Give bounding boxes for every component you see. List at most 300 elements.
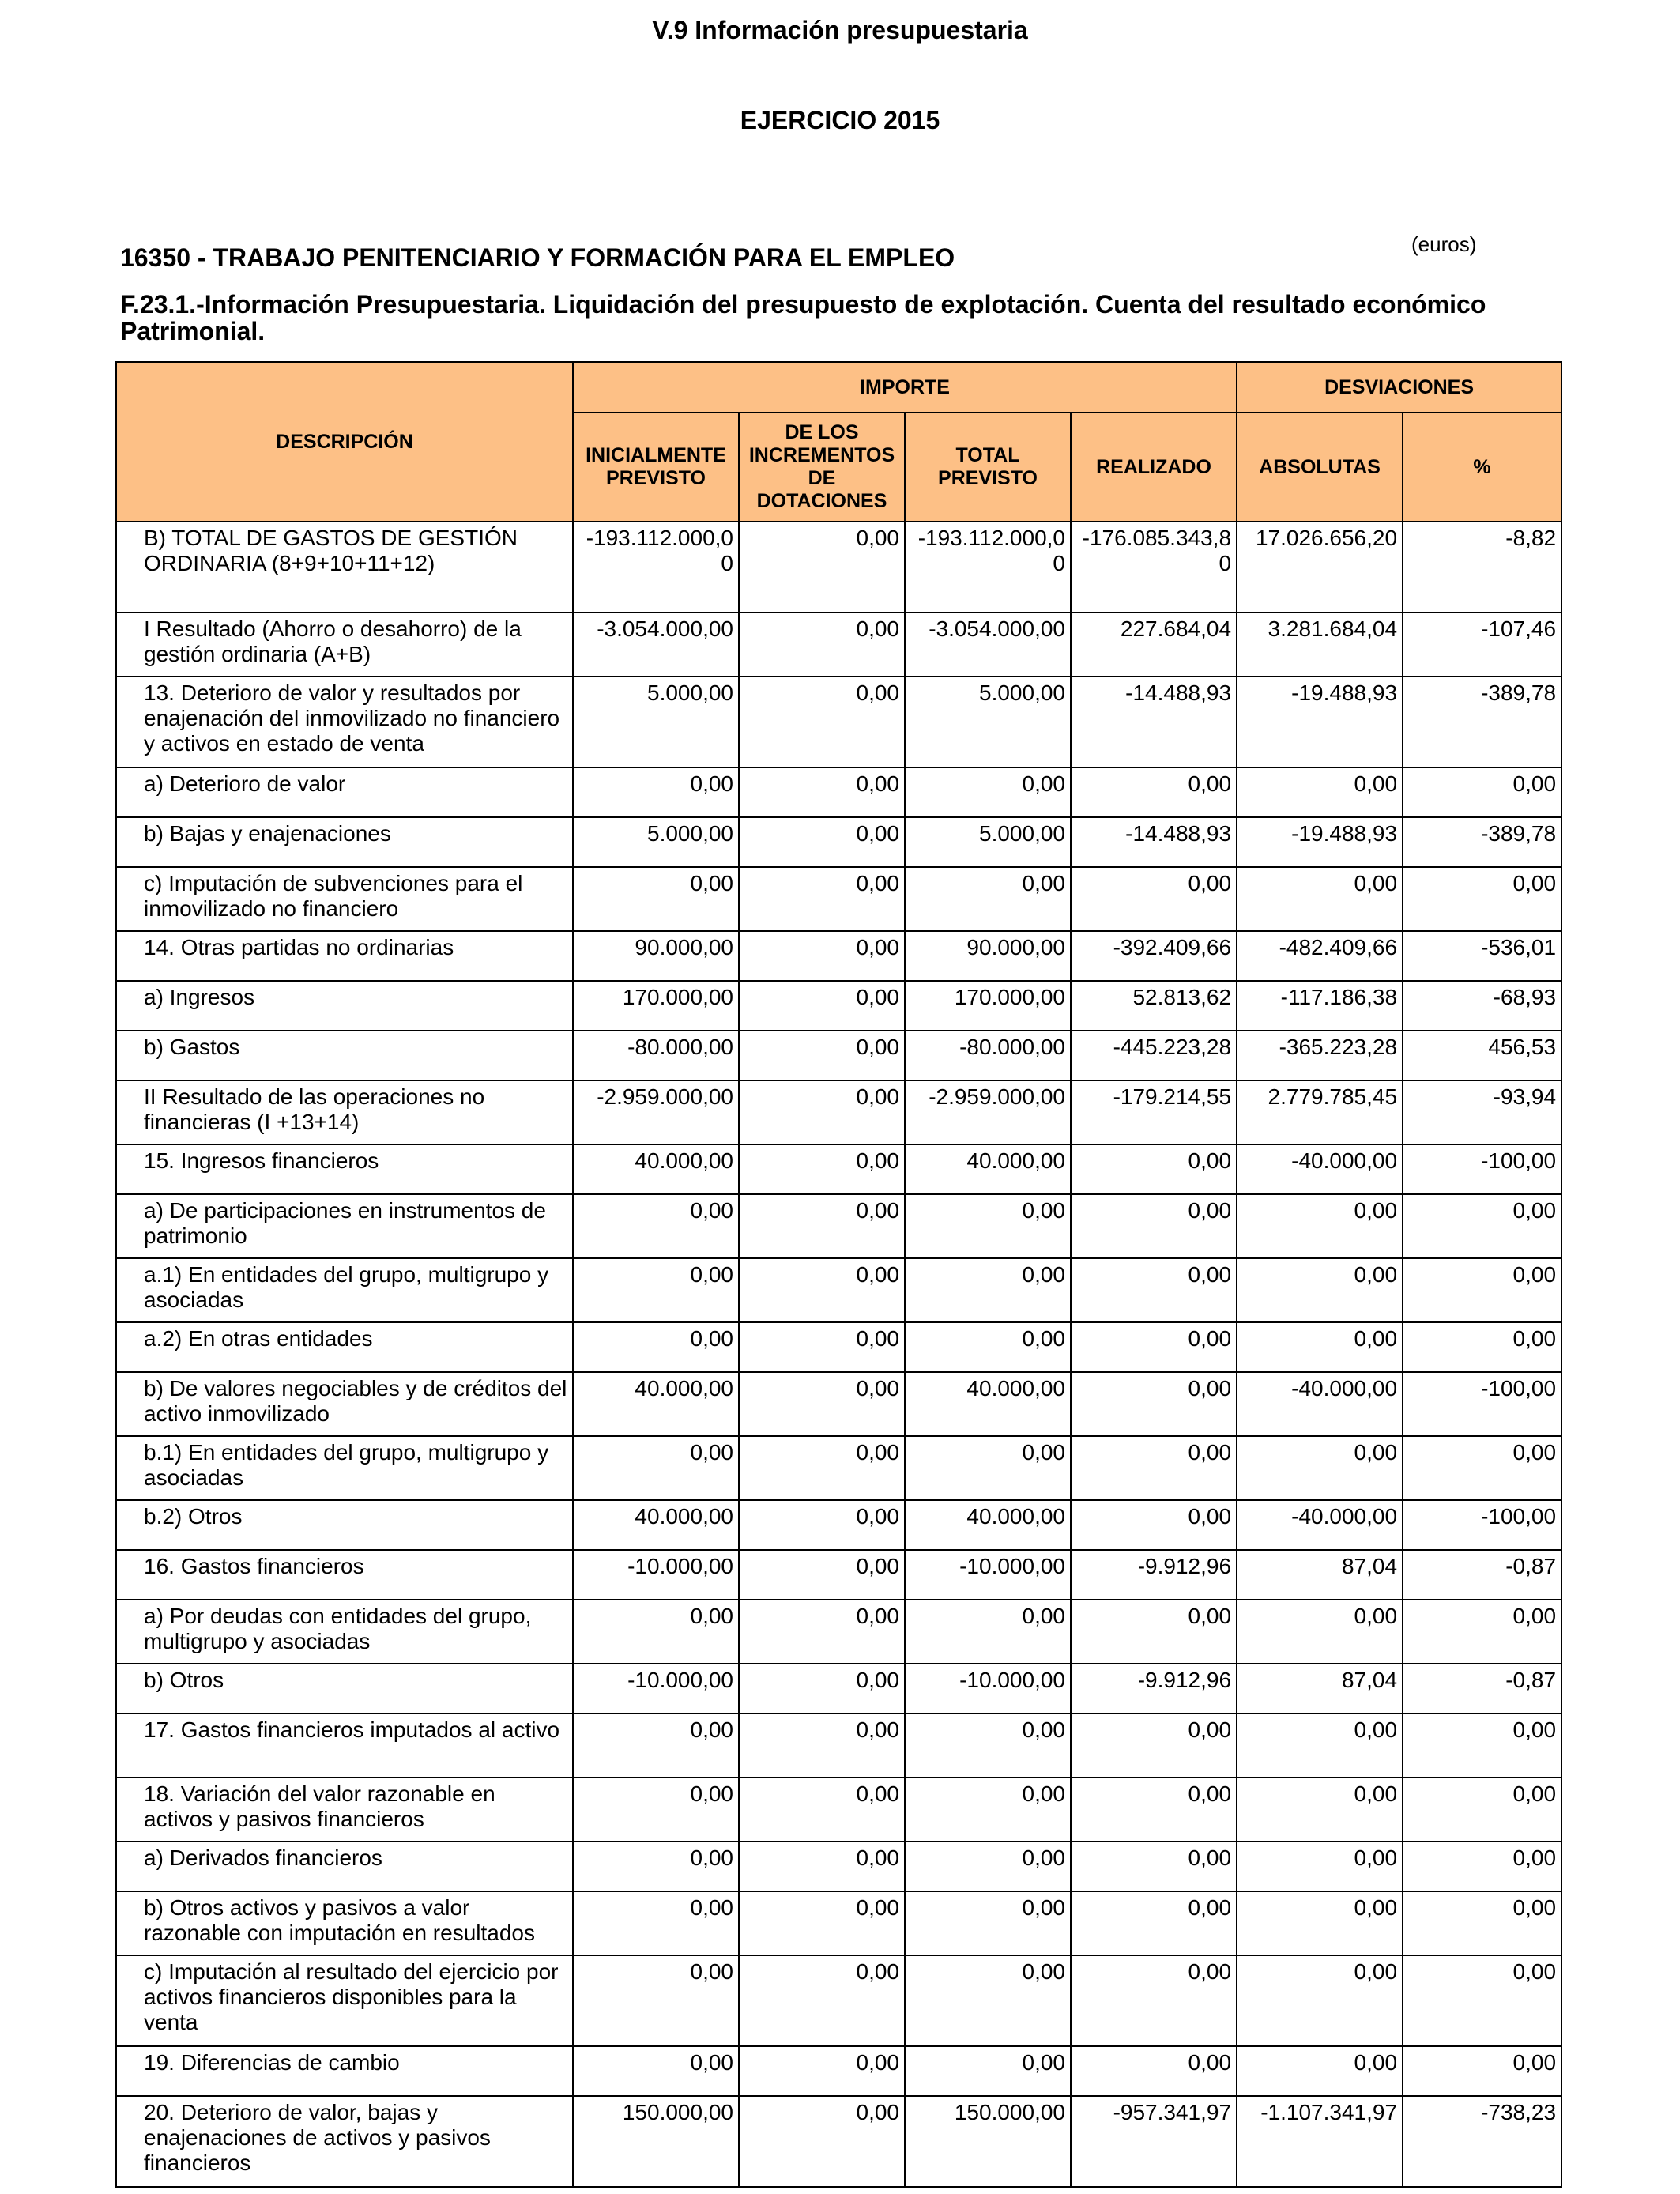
incrementos-cell bbox=[739, 817, 905, 867]
table-row bbox=[116, 817, 1561, 867]
realizado-value: 0,00 bbox=[1188, 1959, 1232, 1984]
incrementos-value: 0,00 bbox=[856, 1845, 899, 1870]
desviacion-absoluta-value: 0,00 bbox=[1354, 1895, 1398, 1920]
desviacion-absoluta-cell bbox=[1237, 817, 1403, 867]
total-previsto-cell bbox=[905, 522, 1071, 613]
desviacion-percent-value: -100,00 bbox=[1481, 1504, 1557, 1529]
incrementos-cell bbox=[739, 1664, 905, 1713]
table-row bbox=[116, 613, 1561, 677]
total-previsto-cell bbox=[905, 2046, 1071, 2096]
inicialmente-previsto-value: 5.000,00 bbox=[647, 680, 733, 705]
incrementos-cell bbox=[739, 1194, 905, 1258]
table-row bbox=[116, 1500, 1561, 1550]
desviacion-percent-value: -389,78 bbox=[1481, 821, 1557, 846]
total-previsto-value: 0,00 bbox=[1022, 1781, 1065, 1806]
description-cell bbox=[116, 767, 573, 817]
realizado-value: -957.341,97 bbox=[1113, 2100, 1232, 2124]
total-previsto-cell bbox=[905, 677, 1071, 767]
header-descripcion: DESCRIPCIÓN bbox=[116, 362, 573, 522]
desviacion-absoluta-cell bbox=[1237, 1372, 1403, 1436]
incrementos-value: 0,00 bbox=[856, 1895, 899, 1920]
desviacion-percent-value: 456,53 bbox=[1488, 1035, 1557, 1059]
description-cell bbox=[116, 867, 573, 931]
desviacion-percent-cell bbox=[1403, 1144, 1561, 1194]
inicialmente-previsto-cell bbox=[573, 767, 739, 817]
incrementos-cell bbox=[739, 1550, 905, 1600]
desviacion-absoluta-value: -19.488,93 bbox=[1291, 821, 1398, 846]
form-title: F.23.1.-Información Presupuestaria. Liquidación del presupuesto de explotación. Cuenta del resultado económico Patrimonial. bbox=[120, 290, 1486, 345]
desviacion-percent-value: 0,00 bbox=[1512, 1781, 1557, 1806]
total-previsto-cell bbox=[905, 1258, 1071, 1322]
description-cell bbox=[116, 1258, 573, 1322]
incrementos-value: 0,00 bbox=[856, 985, 899, 1009]
realizado-cell bbox=[1071, 1955, 1237, 2046]
inicialmente-previsto-value: -3.054.000,00 bbox=[597, 616, 733, 641]
realizado-value: 0,00 bbox=[1188, 1504, 1232, 1529]
incrementos-cell bbox=[739, 1842, 905, 1891]
inicialmente-previsto-value: 0,00 bbox=[690, 1959, 733, 1984]
description-cell bbox=[116, 1436, 573, 1500]
realizado-value: -9.912,96 bbox=[1137, 1554, 1232, 1578]
desviacion-percent-cell bbox=[1403, 522, 1561, 613]
realizado-value: -176.085.343,80 bbox=[1082, 526, 1232, 575]
inicialmente-previsto-value: 40.000,00 bbox=[635, 1376, 733, 1400]
desviacion-percent-value: 0,00 bbox=[1512, 1717, 1557, 1742]
total-previsto-value: 5.000,00 bbox=[979, 680, 1065, 705]
description-cell bbox=[116, 1600, 573, 1664]
realizado-value: -445.223,28 bbox=[1113, 1035, 1232, 1059]
realizado-value: -14.488,93 bbox=[1125, 680, 1232, 705]
realizado-cell bbox=[1071, 767, 1237, 817]
realizado-cell bbox=[1071, 931, 1237, 981]
desviacion-absoluta-cell bbox=[1237, 1550, 1403, 1600]
table-row bbox=[116, 867, 1561, 931]
realizado-value: 0,00 bbox=[1188, 2050, 1232, 2075]
total-previsto-cell bbox=[905, 1842, 1071, 1891]
total-previsto-cell bbox=[905, 1891, 1071, 1955]
desviacion-absoluta-value: -1.107.341,97 bbox=[1260, 2100, 1398, 2124]
incrementos-value: 0,00 bbox=[856, 1668, 899, 1692]
description-cell bbox=[116, 1144, 573, 1194]
realizado-cell bbox=[1071, 867, 1237, 931]
incrementos-value: 0,00 bbox=[856, 1504, 899, 1529]
desviacion-percent-value: -536,01 bbox=[1481, 935, 1557, 959]
desviacion-absoluta-cell bbox=[1237, 1436, 1403, 1500]
realizado-cell bbox=[1071, 613, 1237, 677]
table-row bbox=[116, 1194, 1561, 1258]
desviacion-percent-value: -100,00 bbox=[1481, 1376, 1557, 1400]
description-cell bbox=[116, 2046, 573, 2096]
incrementos-cell bbox=[739, 931, 905, 981]
inicialmente-previsto-cell bbox=[573, 1144, 739, 1194]
inicialmente-previsto-cell bbox=[573, 1258, 739, 1322]
table-row bbox=[116, 1031, 1561, 1080]
table-row bbox=[116, 1955, 1561, 2046]
desviacion-percent-value: 0,00 bbox=[1512, 771, 1557, 796]
incrementos-cell bbox=[739, 613, 905, 677]
inicialmente-previsto-value: 150.000,00 bbox=[622, 2100, 733, 2124]
table-row bbox=[116, 1080, 1561, 1144]
row-description: b.2) Otros bbox=[144, 1504, 243, 1529]
desviacion-absoluta-value: -19.488,93 bbox=[1291, 680, 1398, 705]
inicialmente-previsto-value: 5.000,00 bbox=[647, 821, 733, 846]
description-cell bbox=[116, 1194, 573, 1258]
table-row bbox=[116, 1436, 1561, 1500]
desviacion-absoluta-value: -117.186,38 bbox=[1280, 985, 1398, 1009]
realizado-value: 0,00 bbox=[1188, 1326, 1232, 1351]
realizado-cell bbox=[1071, 1500, 1237, 1550]
description-cell bbox=[116, 1080, 573, 1144]
description-cell bbox=[116, 1777, 573, 1842]
desviacion-percent-cell bbox=[1403, 2096, 1561, 2187]
total-previsto-value: 0,00 bbox=[1022, 771, 1065, 796]
total-previsto-value: 40.000,00 bbox=[966, 1376, 1065, 1400]
realizado-cell bbox=[1071, 1664, 1237, 1713]
inicialmente-previsto-value: 0,00 bbox=[690, 1604, 733, 1628]
total-previsto-value: -80.000,00 bbox=[959, 1035, 1065, 1059]
total-previsto-cell bbox=[905, 1777, 1071, 1842]
desviacion-absoluta-cell bbox=[1237, 1080, 1403, 1144]
inicialmente-previsto-cell bbox=[573, 1842, 739, 1891]
desviacion-percent-cell bbox=[1403, 1891, 1561, 1955]
desviacion-absoluta-value: -40.000,00 bbox=[1291, 1504, 1398, 1529]
desviacion-percent-value: 0,00 bbox=[1512, 1440, 1557, 1465]
inicialmente-previsto-value: 0,00 bbox=[690, 1781, 733, 1806]
desviacion-percent-value: -100,00 bbox=[1481, 1148, 1557, 1173]
description-cell bbox=[116, 1322, 573, 1372]
description-cell bbox=[116, 1550, 573, 1600]
realizado-cell bbox=[1071, 2096, 1237, 2187]
incrementos-value: 0,00 bbox=[856, 1035, 899, 1059]
header-absolutas: ABSOLUTAS bbox=[1237, 413, 1403, 522]
realizado-value: 0,00 bbox=[1188, 871, 1232, 895]
incrementos-cell bbox=[739, 1258, 905, 1322]
realizado-value: 0,00 bbox=[1188, 1440, 1232, 1465]
realizado-cell bbox=[1071, 981, 1237, 1031]
desviacion-absoluta-cell bbox=[1237, 2096, 1403, 2187]
total-previsto-cell bbox=[905, 817, 1071, 867]
table-row bbox=[116, 1322, 1561, 1372]
desviacion-percent-value: 0,00 bbox=[1512, 1262, 1557, 1287]
incrementos-cell bbox=[739, 1500, 905, 1550]
table-row bbox=[116, 981, 1561, 1031]
ejercicio-title: EJERCICIO 2015 bbox=[740, 106, 940, 134]
total-previsto-value: 5.000,00 bbox=[979, 821, 1065, 846]
realizado-cell bbox=[1071, 1842, 1237, 1891]
inicialmente-previsto-value: 0,00 bbox=[690, 1326, 733, 1351]
incrementos-cell bbox=[739, 677, 905, 767]
incrementos-value: 0,00 bbox=[856, 1604, 899, 1628]
desviacion-absoluta-value: -365.223,28 bbox=[1279, 1035, 1398, 1059]
row-description: 14. Otras partidas no ordinarias bbox=[144, 935, 454, 959]
table-row bbox=[116, 1777, 1561, 1842]
inicialmente-previsto-cell bbox=[573, 1194, 739, 1258]
total-previsto-cell bbox=[905, 1664, 1071, 1713]
desviacion-percent-value: -0,87 bbox=[1505, 1554, 1557, 1578]
incrementos-value: 0,00 bbox=[856, 1326, 899, 1351]
desviacion-absoluta-cell bbox=[1237, 677, 1403, 767]
total-previsto-value: -10.000,00 bbox=[959, 1668, 1065, 1692]
desviacion-absoluta-value: 0,00 bbox=[1354, 1845, 1398, 1870]
desviacion-percent-cell bbox=[1403, 767, 1561, 817]
row-description: 19. Diferencias de cambio bbox=[144, 2050, 400, 2075]
total-previsto-cell bbox=[905, 1372, 1071, 1436]
total-previsto-value: -10.000,00 bbox=[959, 1554, 1065, 1578]
inicialmente-previsto-value: 0,00 bbox=[690, 1845, 733, 1870]
desviacion-absoluta-value: 0,00 bbox=[1354, 1262, 1398, 1287]
desviacion-absoluta-value: 17.026.656,20 bbox=[1255, 526, 1398, 550]
incrementos-cell bbox=[739, 1777, 905, 1842]
description-cell bbox=[116, 1713, 573, 1777]
inicialmente-previsto-cell bbox=[573, 1600, 739, 1664]
incrementos-value: 0,00 bbox=[856, 2100, 899, 2124]
desviacion-percent-cell bbox=[1403, 1955, 1561, 2046]
inicialmente-previsto-cell bbox=[573, 1777, 739, 1842]
table-row bbox=[116, 1144, 1561, 1194]
desviacion-absoluta-value: -482.409,66 bbox=[1279, 935, 1398, 959]
total-previsto-cell bbox=[905, 1194, 1071, 1258]
incrementos-value: 0,00 bbox=[856, 1262, 899, 1287]
desviacion-percent-value: -738,23 bbox=[1481, 2100, 1557, 2124]
total-previsto-cell bbox=[905, 1144, 1071, 1194]
desviacion-percent-value: -0,87 bbox=[1505, 1668, 1557, 1692]
total-previsto-cell bbox=[905, 1500, 1071, 1550]
inicialmente-previsto-cell bbox=[573, 2096, 739, 2187]
total-previsto-cell bbox=[905, 867, 1071, 931]
desviacion-percent-cell bbox=[1403, 1031, 1561, 1080]
incrementos-value: 0,00 bbox=[856, 526, 899, 550]
desviacion-percent-cell bbox=[1403, 1194, 1561, 1258]
row-description: 20. Deterioro de valor, bajas y enajenaciones de activos y pasivos financieros bbox=[144, 2100, 491, 2175]
desviacion-absoluta-value: 0,00 bbox=[1354, 1781, 1398, 1806]
desviacion-percent-value: 0,00 bbox=[1512, 1845, 1557, 1870]
desviacion-percent-cell bbox=[1403, 677, 1561, 767]
total-previsto-value: 0,00 bbox=[1022, 1845, 1065, 1870]
inicialmente-previsto-value: 0,00 bbox=[690, 771, 733, 796]
desviacion-absoluta-value: 87,04 bbox=[1341, 1554, 1398, 1578]
desviacion-percent-cell bbox=[1403, 1664, 1561, 1713]
realizado-value: 227.684,04 bbox=[1120, 616, 1232, 641]
desviacion-percent-cell bbox=[1403, 817, 1561, 867]
incrementos-cell bbox=[739, 1031, 905, 1080]
desviacion-absoluta-value: -40.000,00 bbox=[1291, 1376, 1398, 1400]
description-cell bbox=[116, 1500, 573, 1550]
desviacion-absoluta-cell bbox=[1237, 767, 1403, 817]
total-previsto-cell bbox=[905, 1955, 1071, 2046]
realizado-value: -392.409,66 bbox=[1113, 935, 1232, 959]
desviacion-percent-cell bbox=[1403, 1372, 1561, 1436]
realizado-value: -9.912,96 bbox=[1137, 1668, 1232, 1692]
header-total-previsto: TOTAL PREVISTO bbox=[905, 413, 1071, 522]
table-row bbox=[116, 931, 1561, 981]
total-previsto-value: -193.112.000,00 bbox=[917, 526, 1065, 575]
inicialmente-previsto-value: 0,00 bbox=[690, 1440, 733, 1465]
realizado-cell bbox=[1071, 1891, 1237, 1955]
incrementos-value: 0,00 bbox=[856, 821, 899, 846]
row-description: b) Bajas y enajenaciones bbox=[144, 821, 391, 846]
desviacion-absoluta-cell bbox=[1237, 867, 1403, 931]
row-description: b) Otros bbox=[144, 1668, 224, 1692]
realizado-cell bbox=[1071, 1258, 1237, 1322]
incrementos-value: 0,00 bbox=[856, 1376, 899, 1400]
total-previsto-cell bbox=[905, 981, 1071, 1031]
row-description: c) Imputación al resultado del ejercicio por activos financieros disponibles para la venta bbox=[144, 1959, 559, 2034]
desviacion-absoluta-cell bbox=[1237, 522, 1403, 613]
realizado-value: 0,00 bbox=[1188, 1604, 1232, 1628]
table-row bbox=[116, 2046, 1561, 2096]
desviacion-absoluta-cell bbox=[1237, 1664, 1403, 1713]
incrementos-cell bbox=[739, 1436, 905, 1500]
realizado-cell bbox=[1071, 1080, 1237, 1144]
total-previsto-value: -3.054.000,00 bbox=[929, 616, 1065, 641]
desviacion-absoluta-cell bbox=[1237, 1842, 1403, 1891]
desviacion-absoluta-cell bbox=[1237, 1194, 1403, 1258]
total-previsto-cell bbox=[905, 1031, 1071, 1080]
desviacion-absoluta-cell bbox=[1237, 1031, 1403, 1080]
total-previsto-cell bbox=[905, 1322, 1071, 1372]
realizado-cell bbox=[1071, 2046, 1237, 2096]
incrementos-cell bbox=[739, 1144, 905, 1194]
row-description: a) De participaciones en instrumentos de patrimonio bbox=[144, 1198, 546, 1248]
inicialmente-previsto-value: -10.000,00 bbox=[627, 1554, 733, 1578]
realizado-cell bbox=[1071, 1194, 1237, 1258]
desviacion-percent-value: -93,94 bbox=[1493, 1084, 1557, 1109]
realizado-value: 0,00 bbox=[1188, 1198, 1232, 1223]
header-group-desviaciones: DESVIACIONES bbox=[1237, 362, 1561, 413]
table-row bbox=[116, 1600, 1561, 1664]
total-previsto-value: 0,00 bbox=[1022, 1262, 1065, 1287]
row-description: a.2) En otras entidades bbox=[144, 1326, 373, 1351]
row-description: 16. Gastos financieros bbox=[144, 1554, 364, 1578]
desviacion-absoluta-value: 0,00 bbox=[1354, 2050, 1398, 2075]
total-previsto-value: 0,00 bbox=[1022, 1198, 1065, 1223]
inicialmente-previsto-value: -80.000,00 bbox=[627, 1035, 733, 1059]
realizado-value: 0,00 bbox=[1188, 1717, 1232, 1742]
desviacion-percent-cell bbox=[1403, 867, 1561, 931]
desviacion-percent-value: 0,00 bbox=[1512, 2050, 1557, 2075]
inicialmente-previsto-cell bbox=[573, 677, 739, 767]
desviacion-absoluta-cell bbox=[1237, 1500, 1403, 1550]
table-row bbox=[116, 1842, 1561, 1891]
total-previsto-cell bbox=[905, 931, 1071, 981]
header-incrementos-dotaciones: DE LOS INCREMENTOS DE DOTACIONES bbox=[739, 413, 905, 522]
total-previsto-value: 90.000,00 bbox=[966, 935, 1065, 959]
desviacion-absoluta-value: -40.000,00 bbox=[1291, 1148, 1398, 1173]
description-cell bbox=[116, 1955, 573, 2046]
realizado-cell bbox=[1071, 1372, 1237, 1436]
row-description: b) Otros activos y pasivos a valor razonable con imputación en resultados bbox=[144, 1895, 535, 1945]
table-row bbox=[116, 2096, 1561, 2187]
table-row bbox=[116, 1258, 1561, 1322]
inicialmente-previsto-value: 40.000,00 bbox=[635, 1504, 733, 1529]
total-previsto-cell bbox=[905, 1713, 1071, 1777]
incrementos-value: 0,00 bbox=[856, 871, 899, 895]
incrementos-value: 0,00 bbox=[856, 1198, 899, 1223]
desviacion-percent-cell bbox=[1403, 1080, 1561, 1144]
desviacion-percent-cell bbox=[1403, 981, 1561, 1031]
description-cell bbox=[116, 2096, 573, 2187]
incrementos-value: 0,00 bbox=[856, 1084, 899, 1109]
inicialmente-previsto-cell bbox=[573, 2046, 739, 2096]
row-description: 13. Deterioro de valor y resultados por enajenación del inmovilizado no financiero y activos en estado de venta bbox=[144, 680, 560, 756]
desviacion-absoluta-value: 0,00 bbox=[1354, 1604, 1398, 1628]
inicialmente-previsto-cell bbox=[573, 817, 739, 867]
table-row bbox=[116, 1891, 1561, 1955]
desviacion-absoluta-value: 2.779.785,45 bbox=[1268, 1084, 1398, 1109]
description-cell bbox=[116, 1664, 573, 1713]
desviacion-percent-cell bbox=[1403, 1777, 1561, 1842]
desviacion-absoluta-value: 0,00 bbox=[1354, 871, 1398, 895]
header-inicialmente-previsto: INICIALMENTE PREVISTO bbox=[573, 413, 739, 522]
desviacion-percent-value: 0,00 bbox=[1512, 1326, 1557, 1351]
total-previsto-value: 0,00 bbox=[1022, 1895, 1065, 1920]
description-cell bbox=[116, 1372, 573, 1436]
inicialmente-previsto-cell bbox=[573, 1500, 739, 1550]
incrementos-cell bbox=[739, 2096, 905, 2187]
desviacion-percent-value: 0,00 bbox=[1512, 1604, 1557, 1628]
realizado-value: 0,00 bbox=[1188, 1148, 1232, 1173]
total-previsto-value: 0,00 bbox=[1022, 2050, 1065, 2075]
description-cell bbox=[116, 931, 573, 981]
desviacion-percent-value: 0,00 bbox=[1512, 1895, 1557, 1920]
incrementos-value: 0,00 bbox=[856, 2050, 899, 2075]
total-previsto-cell bbox=[905, 1600, 1071, 1664]
table-row bbox=[116, 522, 1561, 613]
realizado-value: -14.488,93 bbox=[1125, 821, 1232, 846]
description-cell bbox=[116, 522, 573, 613]
table-body bbox=[116, 522, 1561, 2187]
incrementos-value: 0,00 bbox=[856, 1781, 899, 1806]
description-cell bbox=[116, 613, 573, 677]
row-description: 18. Variación del valor razonable en activos y pasivos financieros bbox=[144, 1781, 495, 1831]
incrementos-value: 0,00 bbox=[856, 680, 899, 705]
desviacion-percent-cell bbox=[1403, 1258, 1561, 1322]
inicialmente-previsto-cell bbox=[573, 1031, 739, 1080]
realizado-cell bbox=[1071, 1436, 1237, 1500]
incrementos-cell bbox=[739, 867, 905, 931]
desviacion-percent-cell bbox=[1403, 613, 1561, 677]
total-previsto-value: 0,00 bbox=[1022, 1326, 1065, 1351]
total-previsto-cell bbox=[905, 613, 1071, 677]
realizado-cell bbox=[1071, 1144, 1237, 1194]
units-label: (euros) bbox=[1411, 232, 1477, 256]
inicialmente-previsto-value: 40.000,00 bbox=[635, 1148, 733, 1173]
row-description: b) De valores negociables y de créditos del activo inmovilizado bbox=[144, 1376, 567, 1426]
desviacion-absoluta-value: 0,00 bbox=[1354, 1959, 1398, 1984]
incrementos-value: 0,00 bbox=[856, 935, 899, 959]
inicialmente-previsto-value: -10.000,00 bbox=[627, 1668, 733, 1692]
row-description: 17. Gastos financieros imputados al activo bbox=[144, 1717, 560, 1742]
inicialmente-previsto-cell bbox=[573, 1713, 739, 1777]
row-description: c) Imputación de subvenciones para el inmovilizado no financiero bbox=[144, 871, 523, 921]
desviacion-percent-cell bbox=[1403, 1842, 1561, 1891]
description-cell bbox=[116, 1031, 573, 1080]
incrementos-cell bbox=[739, 1600, 905, 1664]
inicialmente-previsto-cell bbox=[573, 867, 739, 931]
table-row bbox=[116, 1664, 1561, 1713]
realizado-cell bbox=[1071, 817, 1237, 867]
desviacion-percent-value: 0,00 bbox=[1512, 871, 1557, 895]
desviacion-percent-value: -68,93 bbox=[1493, 985, 1557, 1009]
row-description: II Resultado de las operaciones no financieras (I +13+14) bbox=[144, 1084, 485, 1134]
incrementos-value: 0,00 bbox=[856, 1717, 899, 1742]
realizado-cell bbox=[1071, 1031, 1237, 1080]
description-cell bbox=[116, 981, 573, 1031]
desviacion-absoluta-value: 0,00 bbox=[1354, 771, 1398, 796]
desviacion-absoluta-cell bbox=[1237, 1322, 1403, 1372]
inicialmente-previsto-cell bbox=[573, 1436, 739, 1500]
realizado-cell bbox=[1071, 522, 1237, 613]
